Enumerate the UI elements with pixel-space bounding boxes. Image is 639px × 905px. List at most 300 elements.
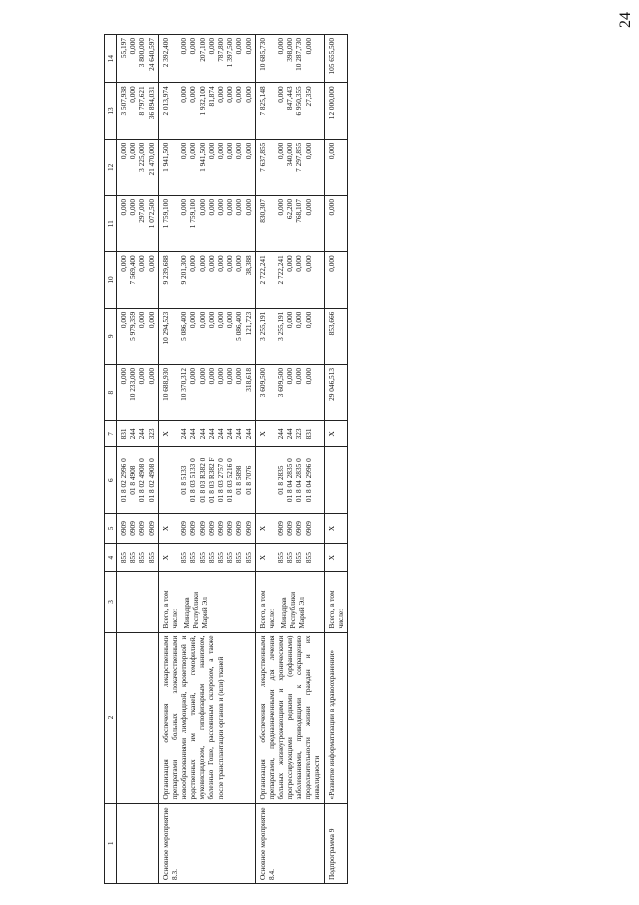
value-cell (324, 544, 347, 572)
sub-value: 0,000 (179, 142, 189, 160)
sub-value: 0,000 (225, 142, 235, 160)
value-cell (158, 421, 255, 447)
sub-value: 0,000 (119, 311, 129, 329)
sub-value: 0,000 (197, 199, 207, 216)
spacer (267, 424, 276, 443)
rotated-table-container (104, 34, 622, 884)
sub-value: 244 (225, 428, 235, 440)
value-cell (324, 35, 347, 83)
executor-name: Минздрав Республики Марий Эл (278, 591, 307, 629)
sub-value: 244 (285, 428, 295, 440)
sub-value: 0909 (188, 521, 198, 536)
sub-value: 0,000 (188, 368, 198, 385)
sub-value: 62,200 (285, 199, 295, 220)
value-cell (324, 447, 347, 513)
sub-value: 01 8 02 2996 0 (119, 458, 129, 503)
sub-value: 244 (234, 428, 244, 440)
total-value: 3 255,191 (257, 311, 267, 341)
sub-value: 01 8 02 4908 0 (137, 458, 147, 503)
sub-value: 0,000 (137, 255, 147, 272)
spacer (170, 450, 179, 509)
spacer (170, 424, 179, 443)
sub-value: 0,000 (215, 199, 225, 216)
sub-value: 0,000 (215, 311, 225, 329)
value-cell (117, 139, 159, 195)
table-row (158, 35, 255, 884)
sub-value: 01 8 03 R382 0 (197, 457, 207, 503)
sub-value: 1 397,500 (225, 38, 235, 68)
total-value: X (326, 554, 336, 561)
value-cell (324, 421, 347, 447)
sub-value: 0,000 (234, 86, 244, 103)
sub-value: 0909 (294, 521, 304, 536)
spacer (267, 86, 276, 135)
sub-value: 0,000 (303, 142, 313, 160)
value-cell (117, 421, 159, 447)
value-cell (158, 513, 255, 543)
sub-value: 01 8 4908 (128, 465, 138, 495)
col-header: 8 (105, 365, 117, 421)
spacer (267, 143, 276, 192)
sub-value: 297,000 (137, 199, 147, 223)
sub-value: 01 8 04 2835 0 (294, 458, 304, 503)
total-value: 12 000,000 (326, 86, 336, 120)
total-value: X (257, 525, 267, 532)
sub-value: 0,000 (303, 255, 313, 272)
sub-value: 0,000 (206, 255, 216, 272)
program-name-cell: Основное мероприятие 8.4. (255, 803, 324, 883)
value-cell (324, 365, 347, 421)
col-header: 3 (105, 572, 117, 632)
total-value (161, 450, 170, 509)
total-value: 830,307 (257, 199, 267, 223)
sub-value: 244 (206, 428, 216, 440)
sub-value: 0909 (206, 521, 216, 536)
col-header: 4 (105, 544, 117, 572)
sub-value: 01 8 5898 (234, 465, 244, 495)
total-label: Всего, в том числе: (160, 590, 179, 629)
sub-value: 5 979,359 (128, 311, 138, 341)
total-value: 1 759,100 (160, 199, 170, 229)
sub-value: 0909 (225, 521, 235, 536)
table-row (255, 35, 324, 884)
sub-value: 0,000 (225, 368, 235, 385)
total-value: 1 941,500 (160, 142, 170, 172)
col-header: 14 (105, 35, 117, 83)
total-value: X (160, 431, 170, 437)
total-value: 0,000 (326, 199, 336, 216)
sub-value: 0,000 (276, 38, 286, 55)
sub-value: 3 800,000 (137, 38, 147, 68)
sub-value: 398,000 (285, 38, 295, 62)
sub-value: 0,000 (243, 199, 253, 216)
sub-value: 855 (276, 552, 286, 564)
sub-value: 0,000 (128, 38, 138, 55)
sub-value: 855 (234, 552, 244, 564)
sub-value: 9 201,300 (179, 255, 189, 285)
sub-value: 244 (188, 428, 198, 440)
sub-value: 24 640,597 (146, 38, 156, 71)
sub-value: 0909 (234, 521, 244, 536)
program-name-cell: Основное мероприятие 8.3. (158, 803, 255, 883)
budget-table (104, 34, 348, 884)
col-header: 12 (105, 139, 117, 195)
sub-value: 855 (119, 552, 129, 564)
value-cell (255, 308, 324, 364)
sub-value: 855 (294, 552, 304, 564)
sub-value: 244 (197, 428, 207, 440)
spacer (170, 86, 179, 135)
sub-value: 0,000 (303, 199, 313, 216)
value-cell (324, 139, 347, 195)
sub-value: 01 8 03 5216 0 (225, 458, 235, 503)
value-cell (158, 139, 255, 195)
sub-value: 0,000 (119, 255, 129, 272)
value-cell (255, 447, 324, 513)
spacer (267, 450, 276, 509)
sub-value: 0909 (179, 521, 189, 536)
sub-value: 01 8 04 2835 0 (285, 458, 295, 503)
spacer (267, 517, 276, 540)
value-cell (117, 83, 159, 139)
sub-value: 0909 (119, 521, 129, 536)
value-cell (255, 35, 324, 83)
sub-value: 1 932,100 (197, 86, 207, 116)
sub-value: 3 507,938 (119, 86, 129, 116)
sub-value: 0,000 (206, 311, 216, 329)
sub-value: 855 (303, 552, 313, 564)
sub-value: 0,000 (294, 255, 304, 272)
sub-value: 0,000 (215, 255, 225, 272)
total-value: 10 294,523 (160, 311, 170, 345)
sub-value: 0,000 (225, 199, 235, 216)
sub-value: 787,800 (215, 38, 225, 62)
sub-value: 855 (188, 552, 198, 564)
sub-value: 3 225,000 (137, 142, 147, 172)
spacer (267, 312, 276, 361)
sub-value: 0,000 (243, 38, 253, 55)
total-value: 10 688,930 (160, 368, 170, 401)
sub-value: 01 8 03 5133 0 (188, 458, 198, 503)
total-value: 3 609,500 (257, 368, 267, 398)
sub-value: 10 287,730 (294, 38, 304, 71)
total-value: X (160, 525, 170, 532)
sub-value: 0,000 (294, 368, 304, 385)
col-header: 6 (105, 447, 117, 513)
sub-value: 0,000 (128, 199, 138, 216)
sub-value: 0,000 (146, 255, 156, 272)
total-value: X (160, 554, 170, 561)
sub-value: 323 (146, 428, 156, 440)
value-cell (255, 544, 324, 572)
sub-value: 831 (303, 428, 313, 440)
value-cell (324, 83, 347, 139)
sub-value: 0,000 (179, 199, 189, 216)
spacer (170, 312, 179, 361)
sub-value: 121,723 (243, 311, 253, 336)
sub-value: 0,000 (215, 86, 225, 103)
sub-value: 855 (225, 552, 235, 564)
col-header: 1 (105, 803, 117, 883)
total-label: Всего, в том числе: (326, 590, 345, 629)
sub-value: 0,000 (179, 86, 189, 103)
sub-value: 7 569,400 (128, 255, 138, 285)
value-cell (255, 365, 324, 421)
sub-value: 0,000 (188, 142, 198, 160)
total-value: 105 655,500 (326, 38, 336, 75)
description-cell (117, 632, 159, 803)
sub-value: 244 (276, 428, 286, 440)
sub-value: 3 609,500 (276, 368, 286, 398)
sub-value: 0,000 (188, 311, 198, 329)
sub-value: 0909 (215, 521, 225, 536)
total-value: 7 825,148 (257, 86, 267, 116)
total-value: 0,000 (326, 142, 336, 160)
sub-value: 323 (294, 428, 304, 440)
value-cell (158, 35, 255, 83)
total-value: 2 722,241 (257, 255, 267, 285)
value-cell (117, 35, 159, 83)
sub-value: 0,000 (243, 86, 253, 103)
col-header: 13 (105, 83, 117, 139)
sub-value: 0,000 (188, 38, 198, 55)
sub-value: 10 370,312 (179, 368, 189, 401)
sub-value: 01 8 03 R382 F (206, 457, 216, 503)
col-header: 11 (105, 196, 117, 252)
sub-value: 7 297,855 (294, 142, 304, 172)
sub-value: 0909 (285, 521, 295, 536)
sub-value: 0,000 (294, 311, 304, 329)
sub-value: 01 8 2835 (276, 465, 286, 495)
value-cell (255, 139, 324, 195)
total-value: X (257, 554, 267, 561)
value-cell (255, 421, 324, 447)
sub-value: 855 (179, 552, 189, 564)
sub-value: 318,618 (243, 368, 253, 392)
total-value: X (326, 525, 336, 532)
sub-value: 0,000 (119, 142, 129, 160)
value-cell (117, 513, 159, 543)
value-cell (324, 308, 347, 364)
total-value: 2 013,974 (160, 86, 170, 116)
sub-value: 0,000 (197, 255, 207, 272)
sub-value: 01 8 7076 (243, 465, 253, 495)
executor-cell (158, 572, 255, 632)
sub-value: 207,100 (197, 38, 207, 62)
sub-value: 0,000 (285, 255, 295, 272)
table-row (324, 35, 347, 884)
description-cell: «Развитие информатизации в здравоохранении» (324, 632, 347, 803)
spacer (267, 38, 276, 79)
sub-value: 3 255,191 (276, 311, 286, 341)
sub-value: 36 894,031 (146, 86, 156, 120)
value-cell (255, 196, 324, 252)
sub-value: 855 (206, 552, 216, 564)
description-cell: Организация обеспечения лекарственными препаратами больных злокачественными новообразованиями лимфоидной, кроветворной и родственных им тканей, гемофилией, муковисцидозом, гипофизарным нанизмом, болезнью Гоше, рассеянным склерозом, а также после трансплантации органов и (или) тканей (158, 632, 255, 803)
sub-value: 0,000 (128, 142, 138, 160)
sub-value: 1 072,500 (146, 199, 156, 229)
col-header: 10 (105, 252, 117, 308)
sub-value: 0,000 (119, 199, 129, 216)
value-cell (324, 252, 347, 308)
total-value: 853,666 (326, 311, 336, 336)
sub-value: 0,000 (206, 199, 216, 216)
spacer (267, 255, 276, 304)
sub-value: 855 (146, 552, 156, 564)
sub-value: 0,000 (243, 142, 253, 160)
value-cell (117, 196, 159, 252)
header-row (105, 35, 117, 884)
sub-value: 5 086,400 (234, 311, 244, 341)
spacer (267, 199, 276, 248)
spacer (170, 517, 179, 540)
sub-value: 855 (137, 552, 147, 564)
sub-value: 6 950,355 (294, 86, 304, 116)
sub-value: 01 8 5133 (179, 465, 189, 495)
sub-value: 0,000 (234, 255, 244, 272)
value-cell (117, 365, 159, 421)
sub-value: 0,000 (146, 368, 156, 385)
sub-value: 855 (215, 552, 225, 564)
value-cell (255, 513, 324, 543)
sub-value: 0,000 (146, 311, 156, 329)
value-cell (158, 196, 255, 252)
sub-value: 0,000 (225, 311, 235, 329)
sub-value: 0,000 (234, 38, 244, 55)
sub-value: 0,000 (285, 311, 295, 329)
sub-value: 01 8 02 4908 0 (146, 458, 156, 503)
sub-value: 855 (243, 552, 253, 564)
sub-value: 0,000 (197, 368, 207, 385)
sub-value: 0909 (276, 521, 286, 536)
sub-value: 0,000 (215, 368, 225, 385)
executor-cell (117, 572, 159, 632)
sub-value: 0,000 (276, 142, 286, 160)
sub-value: 0,000 (225, 255, 235, 272)
value-cell (324, 196, 347, 252)
sub-value: 855 (128, 552, 138, 564)
executor-cell (324, 572, 347, 632)
sub-value: 244 (243, 428, 253, 440)
sub-value: 01 8 04 2996 0 (303, 458, 313, 503)
sub-value: 1 759,100 (188, 199, 198, 229)
value-cell (158, 447, 255, 513)
sub-value: 0,000 (303, 311, 313, 329)
sub-value: 0,000 (206, 38, 216, 55)
value-cell (255, 252, 324, 308)
sub-value: 0,000 (137, 368, 147, 385)
sub-value: 0,000 (234, 199, 244, 216)
sub-value: 244 (137, 428, 147, 440)
value-cell (117, 252, 159, 308)
program-name-cell: Подпрограмма 9 (324, 803, 347, 883)
value-cell (255, 83, 324, 139)
spacer (170, 199, 179, 248)
col-header: 5 (105, 513, 117, 543)
col-header: 9 (105, 308, 117, 364)
value-cell (117, 447, 159, 513)
executor-cell (255, 572, 324, 632)
sub-value: 0,000 (285, 368, 295, 385)
sub-value: 0,000 (188, 255, 198, 272)
value-cell (158, 83, 255, 139)
sub-value: 340,000 (285, 142, 295, 167)
sub-value: 855 (197, 552, 207, 564)
total-value: X (326, 431, 336, 437)
sub-value: 0,000 (234, 142, 244, 160)
sub-value: 0909 (243, 521, 253, 536)
spacer (170, 368, 179, 417)
sub-value: 831 (119, 428, 129, 440)
total-value (258, 450, 267, 509)
sub-value: 55,197 (119, 38, 129, 59)
value-cell (158, 365, 255, 421)
sub-value: 0,000 (303, 38, 313, 55)
sub-value: 38,388 (243, 255, 253, 276)
sub-value: 01 8 03 2757 0 (215, 458, 225, 503)
sub-value: 0,000 (128, 86, 138, 103)
sub-value: 244 (128, 428, 138, 440)
sub-value: 0909 (128, 521, 138, 536)
sub-value: 21 470,000 (146, 142, 156, 176)
sub-value: 0,000 (234, 368, 244, 385)
total-value (327, 450, 336, 509)
value-cell (158, 544, 255, 572)
sub-value: 27,350 (303, 86, 313, 107)
sub-value: 0,000 (197, 311, 207, 329)
sub-value: 855 (285, 552, 295, 564)
page-number: 24 (617, 12, 634, 28)
sub-value: 8 797,621 (137, 86, 147, 116)
spacer (170, 255, 179, 304)
sub-value: 244 (179, 428, 189, 440)
total-label: Всего, в том числе: (257, 590, 276, 629)
sub-value: 244 (215, 428, 225, 440)
sub-value: 0909 (197, 521, 207, 536)
sub-value: 2 722,241 (276, 255, 286, 285)
col-header: 2 (105, 632, 117, 803)
sub-value: 0,000 (276, 199, 286, 216)
total-value: X (257, 431, 267, 437)
value-cell (158, 308, 255, 364)
total-value: 7 637,855 (257, 142, 267, 172)
sub-value: 768,107 (294, 199, 304, 223)
sub-value: 0,000 (206, 368, 216, 385)
total-value: 0,000 (326, 255, 336, 272)
sub-value: 0,000 (206, 142, 216, 160)
total-value: 9 239,688 (160, 255, 170, 285)
value-cell (117, 544, 159, 572)
sub-value: 0,000 (215, 142, 225, 160)
spacer (170, 547, 179, 568)
table-row (117, 35, 159, 884)
sub-value: 0,000 (188, 86, 198, 103)
spacer (170, 143, 179, 192)
spacer (170, 38, 179, 79)
program-name-cell (117, 803, 159, 883)
sub-value: 847,443 (285, 86, 295, 111)
description-cell: Организация обеспечения лекарственными препаратами, предназначенными для лечения больных жизнеугрожающими и хроническими прогрессирующими редкими (орфанными) заболеваниями, приводящими к сокращению продолжительности жизни граждан и их инвалидности (255, 632, 324, 803)
sub-value: 0909 (146, 521, 156, 536)
sub-value: 0,000 (225, 86, 235, 103)
spacer (267, 368, 276, 417)
sub-value: 0,000 (137, 311, 147, 329)
total-value: 10 685,730 (257, 38, 267, 71)
value-cell (324, 513, 347, 543)
value-cell (117, 308, 159, 364)
executor-name: Минздрав Республики Марий Эл (182, 591, 210, 629)
total-value: 2 392,400 (160, 38, 170, 68)
